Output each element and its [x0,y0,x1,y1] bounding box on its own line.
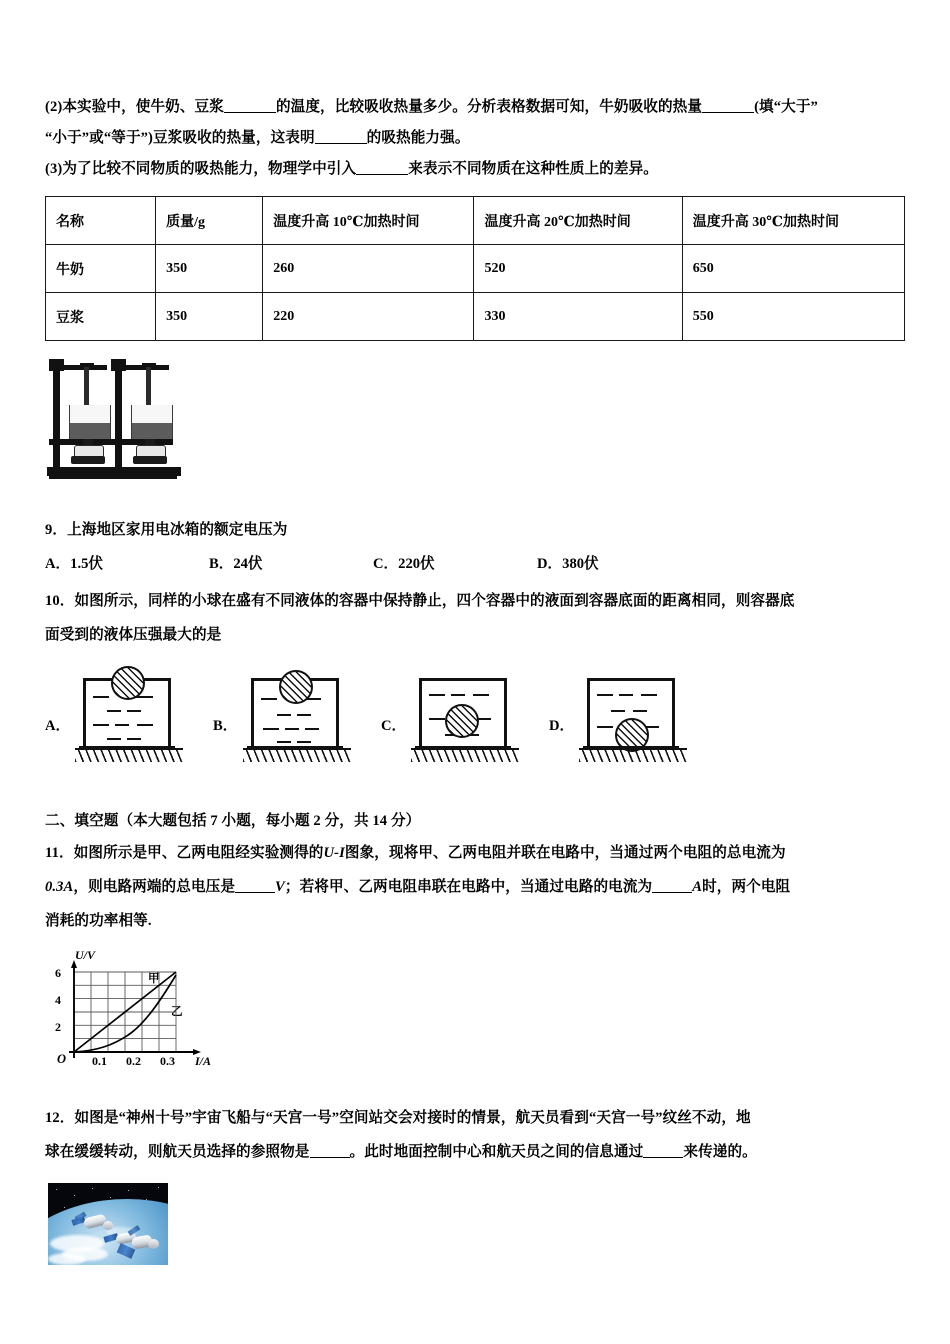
vessel [83,678,171,750]
liquid-dash [277,741,291,743]
burner-base [71,456,105,464]
liquid-dash [473,694,489,696]
chart-xtick-0.1: 0.1 [92,1054,107,1068]
experiment-part3 [45,154,907,184]
ball [279,670,313,704]
experiment-part2-cont [45,123,907,153]
liquid-dash [597,694,613,696]
vessel [251,678,339,750]
q9-number: 9． [45,522,68,538]
cloud [48,1253,86,1265]
lab-stand [109,355,187,483]
vessel [419,678,507,750]
option-a-text: 1.5伏 [70,556,103,572]
question-10-stem-cont [45,619,907,652]
liquid-dash [93,696,109,698]
option-d-label: D． [537,556,563,572]
vessel [587,678,675,750]
liquid-dash [277,714,291,716]
answer-blank[interactable] [235,878,275,893]
vessel-wall-left [251,678,254,750]
chart-origin-label: O [57,1052,67,1066]
liquid [70,423,110,439]
liquid-surface-line [589,678,673,681]
question-11-stem-cont [45,871,907,904]
vessel-wall-left [419,678,422,750]
table-header-cell: 质量/g [156,197,263,245]
star-icon [64,1207,65,1208]
option-d-text: 380伏 [562,556,599,572]
vessel-wall-left [587,678,590,750]
liquid-surface-line [421,678,505,681]
q11-unit-v: V [275,879,285,895]
liquid-dash [93,724,109,726]
ball [111,666,145,700]
question-9-stem [45,515,907,545]
liquid-dash [127,710,141,712]
liquid [132,423,172,439]
question-10-stem [45,585,907,618]
chart-xtick-0.2: 0.2 [126,1054,141,1068]
option-c-label: C． [373,556,399,572]
chart-ylabel: U/V [75,948,96,962]
chart-ytick-6: 6 [55,966,61,980]
vessel-wall-right [168,678,171,750]
option-a-label: A． [45,718,71,734]
stand-rod [115,359,122,473]
option-b-label: B． [209,556,234,572]
q12-line1: 如图是“神州十号”宇宙飞船与“天宫一号”空间站交会对接时的情景，航天员看到“天宫一号”纹丝不动，地 [74,1110,751,1126]
stand-foot [49,474,115,479]
q11-seg6: 时，两个电阻 [702,879,791,895]
liquid-dash [429,694,445,696]
answer-blank[interactable] [702,98,754,113]
chart-yaxis-arrow [71,960,77,968]
liquid-dash [633,710,647,712]
part3-seg1: (3)为了比较不同物质的吸热能力，物理学中引入 [45,161,357,177]
answer-blank[interactable] [224,98,276,113]
option-b[interactable] [209,549,373,579]
ground-hatching [243,748,351,762]
liquid-dash [429,718,445,720]
burner-base [133,456,167,464]
table-cell: 550 [682,293,904,341]
q11-seg4: ，则电路两端的总电压是 [73,879,236,895]
liquid-dash [137,724,153,726]
answer-blank[interactable] [643,1143,683,1158]
section-2-title: 二、填空题（本大题包括 7 小题，每小题 2 分，共 14 分） [45,813,421,829]
question-12-stem-cont [45,1136,907,1169]
liquid-dash [641,694,657,696]
q11-unit-a: A [692,879,703,895]
chart-xlabel: I/A [195,1054,212,1068]
liquid-dash [451,694,465,696]
ui-characteristic-chart [47,950,233,1078]
page-content [45,92,907,1265]
q11-current-value: 0.3A [45,879,74,895]
chart-xaxis-arrow [193,1049,201,1055]
heating-apparatus-figure [47,355,227,483]
option-b-label: B． [213,718,238,734]
liquid-dash [597,726,613,728]
container-option-d[interactable] [549,668,709,772]
q12-line2-seg1: 球在缓缓转动，则航天员选择的参照物是 [45,1144,310,1160]
star-icon [92,1188,93,1189]
ground-hatching [411,748,519,762]
vessel-wall-right [336,678,339,750]
container-option-c[interactable] [381,668,541,772]
table-cell: 豆浆 [46,293,156,341]
question-11-stem-end [45,905,907,938]
liquid-dash [297,714,311,716]
q11-seg7: 消耗的功率相等. [45,913,152,929]
chart-ytick-4: 4 [55,993,61,1007]
q10-text-line1: 如图所示，同样的小球在盛有不同液体的容器中保持静止，四个容器中的液面到容器底面的距离相同，则容器底 [74,593,795,609]
craft-nose [148,1239,159,1249]
liquid-dash [115,724,129,726]
table-header-cell: 温度升高 20℃加热时间 [474,197,682,245]
vessel-wall-right [672,678,675,750]
answer-blank[interactable] [356,160,408,175]
table-header-cell: 温度升高 10℃加热时间 [263,197,474,245]
section-2-heading [45,806,907,836]
q11-number: 11． [45,845,74,861]
ground-hatching [579,748,687,762]
chart-svg [47,950,233,1078]
liquid-dash [263,728,279,730]
stand-foot [111,474,177,479]
part2-seg1: (2)本实验中，使牛奶、豆浆 [45,99,224,115]
liquid-dash [297,741,311,743]
vessel-wall-right [504,678,507,750]
question-9-options [45,549,907,579]
part2-seg3: (填“大于” [754,99,818,115]
liquid-dash [611,710,625,712]
option-d-label: D． [549,718,575,734]
option-c[interactable] [373,549,537,579]
option-d[interactable] [537,549,701,579]
question-11-stem [45,837,907,870]
option-a[interactable] [45,549,209,579]
table-cell: 650 [682,245,904,293]
chart-ytick-2: 2 [55,1020,61,1034]
q10-text-line2: 面受到的液体压强最大的是 [45,627,222,643]
question-12-stem [45,1102,907,1135]
table-cell: 220 [263,293,474,341]
spacecraft-shenzhou [104,1229,162,1255]
q12-number: 12． [45,1110,75,1126]
table-cell: 520 [474,245,682,293]
stand-rod [53,359,60,473]
liquid-dash [305,728,319,730]
experiment-part2 [45,92,907,122]
table-cell: 牛奶 [46,245,156,293]
q11-seg5: ；若将甲、乙两电阻串联在电路中，当通过电路的电流为 [284,879,653,895]
table-header-row [46,197,905,245]
q12-line2-seg3: 来传递的。 [683,1144,757,1160]
answer-blank[interactable] [310,1143,350,1158]
chart-xtick-0.3: 0.3 [160,1054,175,1068]
answer-blank[interactable] [315,129,367,144]
liquid-dash [107,710,121,712]
star-icon [128,1190,129,1191]
chart-series-label-yi: 乙 [170,1003,184,1019]
ball [445,704,479,738]
q11-seg1: 如图所示是甲、乙两电阻经实验测得的 [73,845,324,861]
star-icon [110,1197,111,1198]
option-a-label: A． [45,556,71,572]
liquid-dash [127,738,141,740]
liquid-dash [477,718,491,720]
part2-seg2: 的温度，比较吸收热量多少。分析表格数据可知，牛奶吸收的热量 [275,99,703,115]
liquid-dash [261,698,277,700]
star-icon [74,1195,75,1196]
liquid-dash [107,738,121,740]
answer-blank[interactable] [652,878,692,893]
table-row [46,245,905,293]
container-option-a[interactable] [45,668,205,772]
liquid-dash [619,694,633,696]
chart-series-label-jia: 甲 [147,970,161,986]
option-c-text: 220伏 [398,556,435,572]
part2-seg5: 的吸热能力强。 [366,130,470,146]
beaker [69,405,111,440]
part3-seg2: 来表示不同物质在这种性质上的差异。 [408,161,658,177]
option-b-text: 24伏 [233,556,263,572]
star-icon [158,1187,159,1188]
table-cell: 350 [156,293,263,341]
ground-hatching [75,748,183,762]
table-cell: 330 [474,293,682,341]
star-icon [56,1189,57,1190]
q12-line2-seg2: 。此时地面控制中心和航天员之间的信息通过 [349,1144,644,1160]
question-10-figure [45,668,907,772]
table-cell: 260 [263,245,474,293]
q11-seg2: 图象，现将甲、乙两电阻并联在电路中，当通过两个电阻的总电流为 [344,845,786,861]
beaker [131,405,173,440]
container-option-b[interactable] [213,668,373,772]
part2-seg4: “小于”或“等于”)豆浆吸收的热量，这表明 [45,130,315,146]
option-c-label: C． [381,718,407,734]
q9-text: 上海地区家用电冰箱的额定电压为 [67,522,288,538]
table-row [46,293,905,341]
liquid-dash [285,728,299,730]
vessel-wall-left [83,678,86,750]
spacecraft-docking-photo [48,1183,168,1265]
experiment-data-table [45,196,905,341]
q11-ui-symbol: U-I [323,845,345,861]
table-header-cell: 名称 [46,197,156,245]
table-header-cell: 温度升高 30℃加热时间 [682,197,904,245]
table-cell: 350 [156,245,263,293]
q10-number: 10． [45,593,75,609]
